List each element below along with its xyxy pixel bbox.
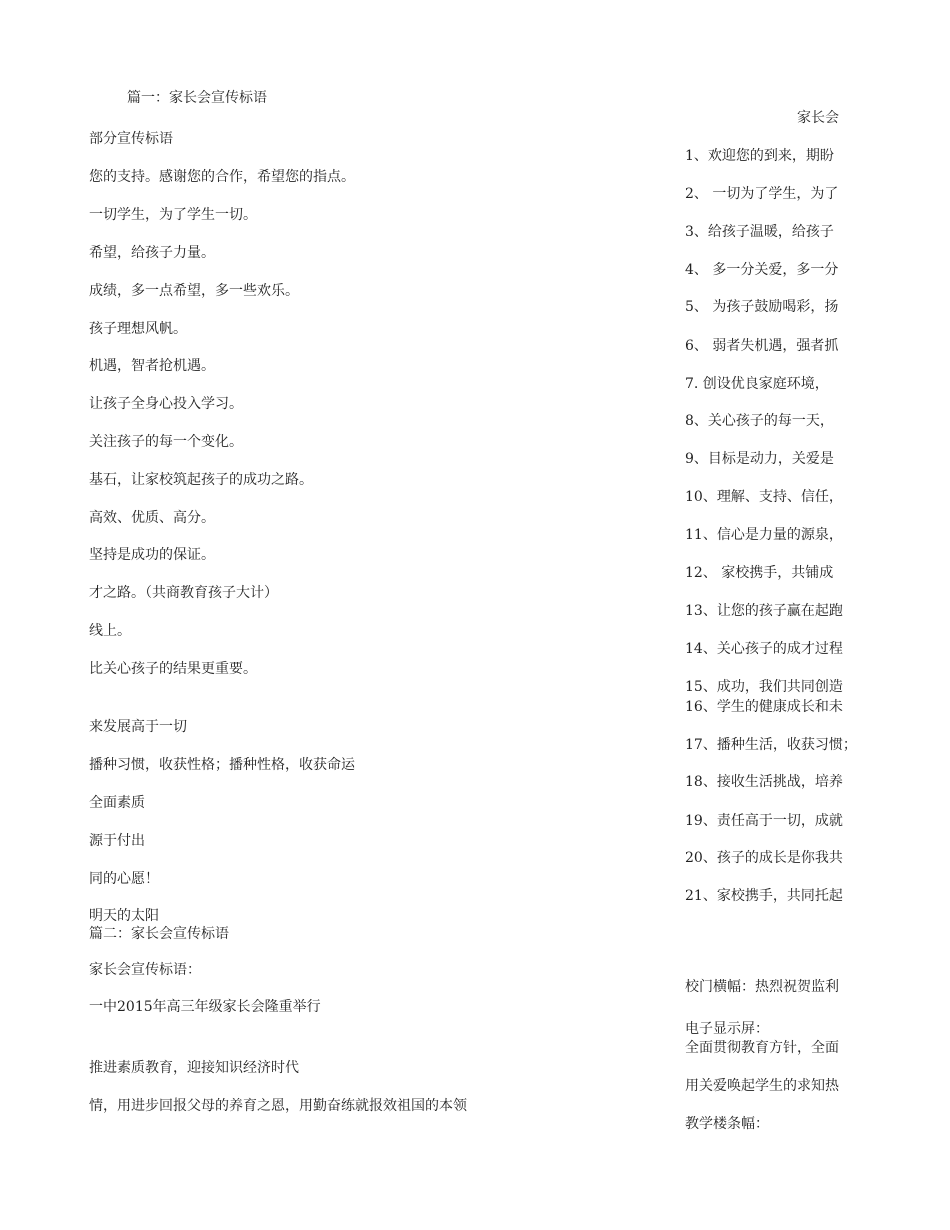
list-item: 1、欢迎您的到来，期盼 (685, 148, 834, 164)
list-item: 9、目标是动力，关爱是 (685, 451, 834, 467)
banner-text: 校门横幅：热烈祝贺监利 (685, 979, 839, 995)
text-line: 高效、优质、高分。 (89, 510, 215, 526)
text-line: 推进素质教育，迎接知识经济时代 (89, 1060, 299, 1076)
screen-line: 用关爱唤起学生的求知热 (685, 1078, 839, 1094)
list-item: 7. 创设优良家庭环境， (685, 376, 829, 392)
text-line: 关注孩子的每一个变化。 (89, 434, 243, 450)
text-line: 机遇，智者抢机遇。 (89, 358, 215, 374)
list-item: 16、学生的健康成长和未 (685, 699, 843, 715)
section-title-2: 篇二：家长会宣传标语 (89, 926, 229, 942)
right-heading: 家长会 (797, 110, 839, 126)
list-item: 12、 家校携手，共铺成 (685, 565, 834, 581)
text-line: 一中2015年高三年级家长会隆重举行 (89, 999, 321, 1015)
list-item: 19、责任高于一切，成就 (685, 813, 843, 829)
list-item: 10、理解、支持、信任， (685, 489, 843, 505)
building-label: 教学楼条幅： (685, 1116, 769, 1132)
list-item: 5、 为孩子鼓励喝彩，扬 (685, 299, 839, 315)
text-line: 家长会宣传标语： (89, 962, 201, 978)
list-item: 3、给孩子温暖，给孩子 (685, 224, 834, 240)
text-line: 一切学生，为了学生一切。 (89, 207, 257, 223)
text-line: 基石，让家校筑起孩子的成功之路。 (89, 472, 313, 488)
list-item: 20、孩子的成长是你我共 (685, 850, 843, 866)
list-item: 21、家校携手，共同托起 (685, 888, 843, 904)
text-line: 成绩，多一点希望，多一些欢乐。 (89, 283, 299, 299)
text-line: 来发展高于一切 (89, 719, 187, 735)
text-line: 全面素质 (89, 795, 145, 811)
list-item: 4、 多一分关爱，多一分 (685, 262, 839, 278)
list-item: 8、关心孩子的每一天， (685, 413, 834, 429)
text-line: 部分宣传标语 (89, 131, 173, 147)
text-line: 播种习惯，收获性格；播种性格，收获命运 (89, 757, 355, 773)
text-line: 孩子理想风帆。 (89, 321, 187, 337)
section-title-1: 篇一：家长会宣传标语 (127, 90, 267, 106)
text-line: 才之路。（共商教育孩子大计） (89, 585, 278, 601)
text-line: 情，用进步回报父母的养育之恩，用勤奋练就报效祖国的本领 (89, 1098, 467, 1114)
text-line: 坚持是成功的保证。 (89, 547, 215, 563)
list-item: 14、关心孩子的成才过程 (685, 641, 843, 657)
text-line: 线上。 (89, 623, 131, 639)
text-line: 让孩子全身心投入学习。 (89, 396, 243, 412)
text-line: 您的支持。感谢您的合作，希望您的指点。 (89, 169, 355, 185)
text-line: 希望，给孩子力量。 (89, 245, 215, 261)
list-item: 17、播种生活，收获习惯； (685, 737, 857, 753)
text-line: 明天的太阳 (89, 908, 159, 924)
list-item: 6、 弱者失机遇，强者抓 (685, 338, 839, 354)
list-item: 15、成功，我们共同创造 (685, 679, 843, 695)
list-item: 2、 一切为了学生，为了 (685, 186, 839, 202)
screen-line: 全面贯彻教育方针，全面 (685, 1040, 839, 1056)
list-item: 13、让您的孩子赢在起跑 (685, 603, 843, 619)
screen-label: 电子显示屏： (685, 1021, 769, 1037)
list-item: 11、信心是力量的源泉， (685, 527, 843, 543)
text-line: 比关心孩子的结果更重要。 (89, 661, 257, 677)
list-item: 18、接收生活挑战，培养 (685, 774, 843, 790)
text-line: 同的心愿！ (89, 871, 159, 887)
text-line: 源于付出 (89, 833, 145, 849)
